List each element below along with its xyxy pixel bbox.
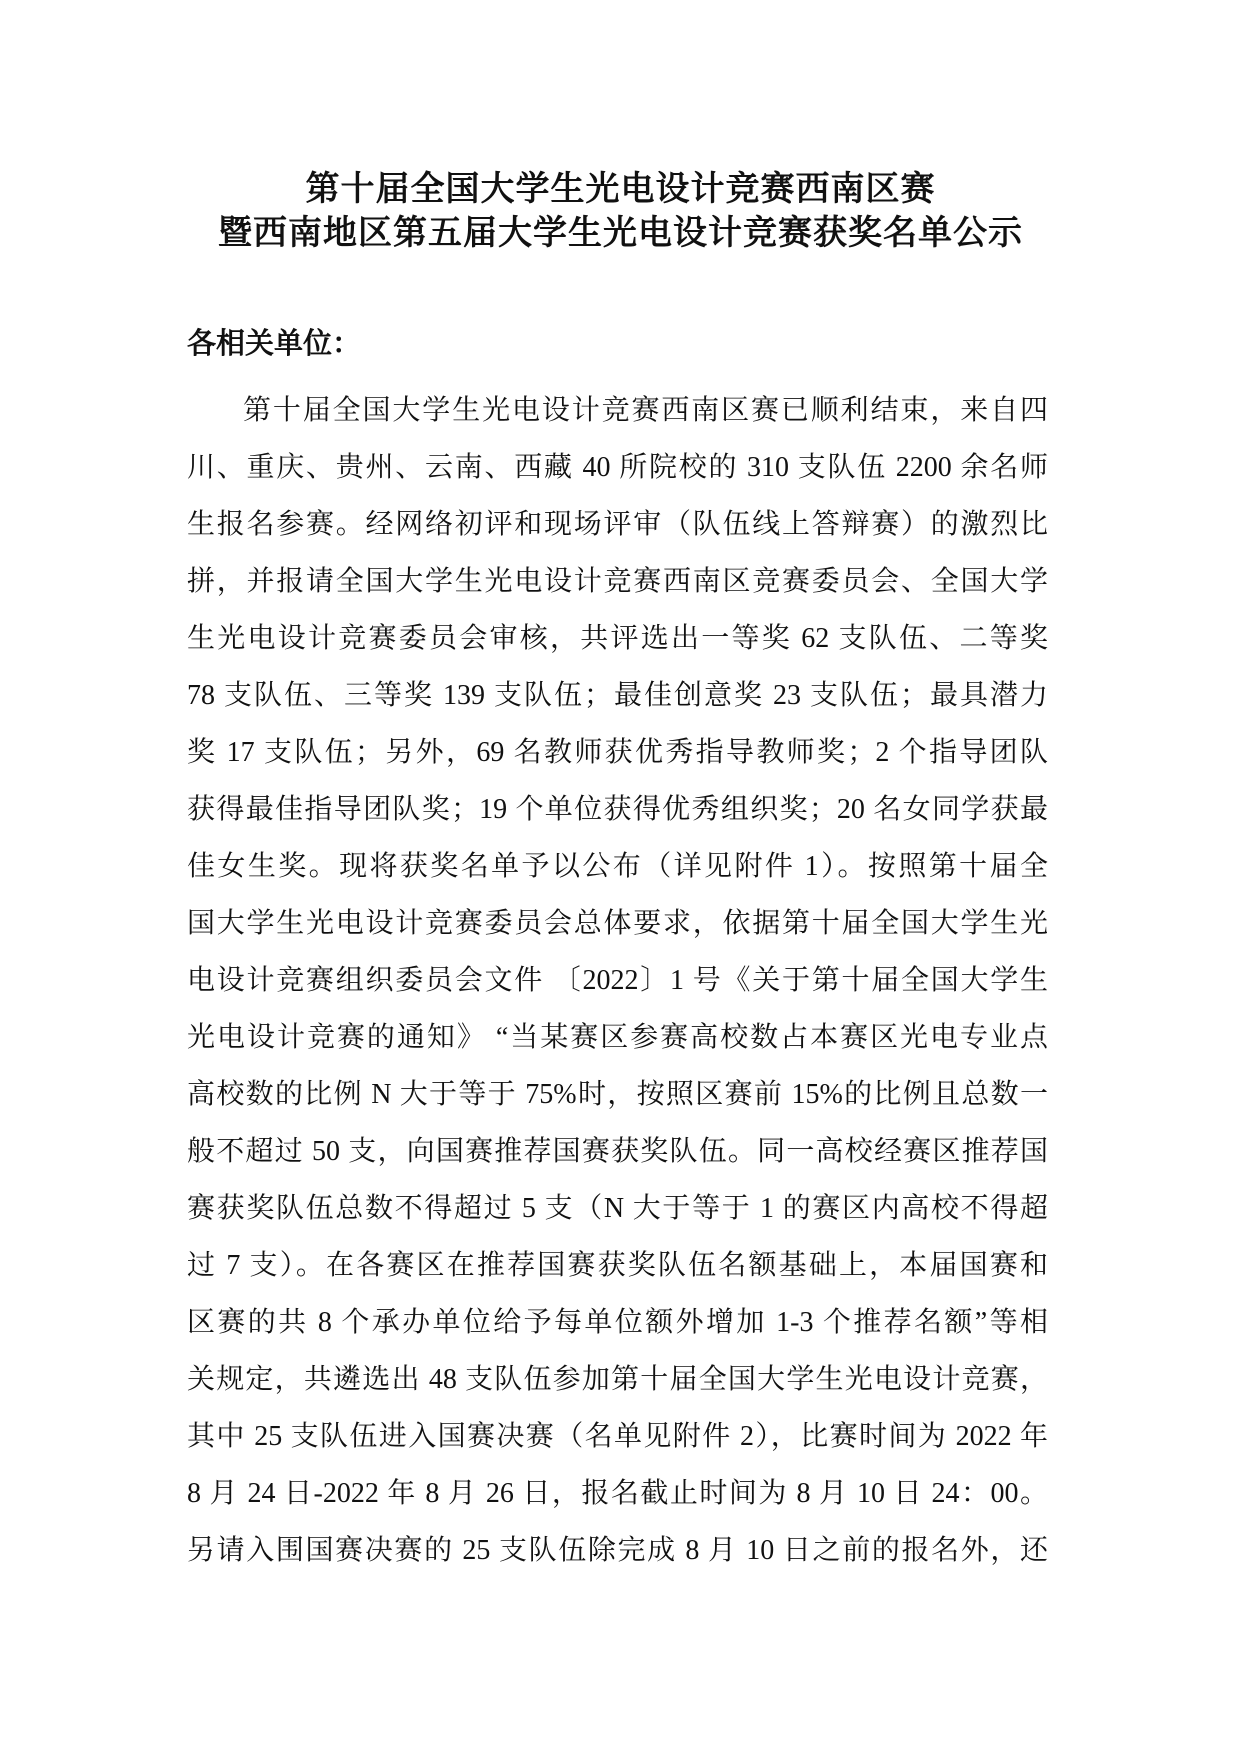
body-line: 第十届全国大学生光电设计竞赛西南区赛已顺利结束，来自四 [243, 395, 1048, 426]
body-line: 8 月 24 日-2022 年 8 月 26 日，报名截止时间为 8 月 10 日 24：00。 [187, 1478, 1048, 1509]
body-line: 川、重庆、贵州、云南、西藏 40 所院校的 310 支队伍 2200 余名师 [187, 452, 1048, 483]
body-line: 过 7 支）。在各赛区在推荐国赛获奖队伍名额基础上，本届国赛和 [187, 1250, 1048, 1281]
body-line: 生报名参赛。经网络初评和现场评审（队伍线上答辩赛）的激烈比 [187, 509, 1048, 540]
salutation: 各相关单位： [187, 328, 362, 360]
body-line: 奖 17 支队伍；另外，69 名教师获优秀指导教师奖；2 个指导团队 [187, 737, 1048, 768]
body-line: 光电设计竞赛的通知》 “当某赛区参赛高校数占本赛区光电专业点 [187, 1022, 1048, 1053]
body-line: 赛获奖队伍总数不得超过 5 支（N 大于等于 1 的赛区内高校不得超 [187, 1193, 1048, 1224]
body-line: 高校数的比例 N 大于等于 75%时，按照区赛前 15%的比例且总数一 [187, 1079, 1048, 1110]
body-line: 其中 25 支队伍进入国赛决赛（名单见附件 2），比赛时间为 2022 年 [187, 1421, 1048, 1452]
body-line: 78 支队伍、三等奖 139 支队伍；最佳创意奖 23 支队伍；最具潜力 [187, 680, 1048, 711]
body-line: 电设计竞赛组织委员会文件 〔2022〕1 号《关于第十届全国大学生 [187, 965, 1048, 996]
title-line-1: 第十届全国大学生光电设计竞赛西南区赛 [305, 171, 936, 208]
document-body [187, 382, 1048, 1579]
body-line: 拼，并报请全国大学生光电设计竞赛西南区竞赛委员会、全国大学 [187, 566, 1048, 597]
body-line: 佳女生奖。现将获奖名单予以公布（详见附件 1）。按照第十届全 [187, 851, 1048, 882]
body-line: 生光电设计竞赛委员会审核，共评选出一等奖 62 支队伍、二等奖 [187, 623, 1048, 654]
document-title [0, 168, 1241, 256]
body-line: 另请入围国赛决赛的 25 支队伍除完成 8 月 10 日之前的报名外，还 [187, 1535, 1048, 1566]
body-line: 国大学生光电设计竞赛委员会总体要求，依据第十届全国大学生光 [187, 908, 1048, 939]
body-line: 获得最佳指导团队奖；19 个单位获得优秀组织奖；20 名女同学获最 [187, 794, 1048, 825]
body-line: 般不超过 50 支，向国赛推荐国赛获奖队伍。同一高校经赛区推荐国 [187, 1136, 1048, 1167]
title-line-2: 暨西南地区第五届大学生光电设计竞赛获奖名单公示 [218, 215, 1023, 252]
body-line: 关规定，共遴选出 48 支队伍参加第十届全国大学生光电设计竞赛， [187, 1364, 1048, 1395]
body-line: 区赛的共 8 个承办单位给予每单位额外增加 1-3 个推荐名额”等相 [187, 1307, 1048, 1338]
